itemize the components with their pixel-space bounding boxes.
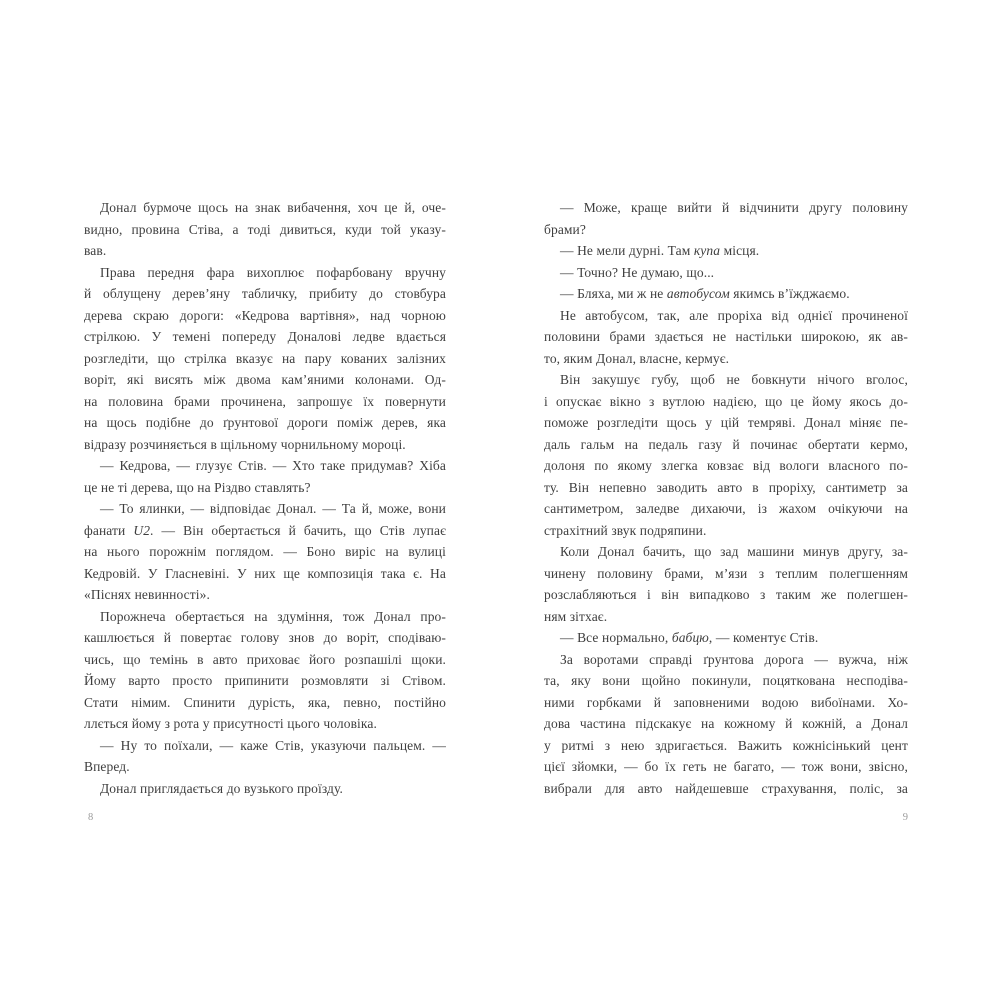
text-line: й облущену дерев’яну табличку, прибиту до стовбура xyxy=(84,286,446,301)
text-line: — Кедрова, — глузує Стів. — Хто таке придумав? Хіба xyxy=(100,458,446,473)
text-line: Права передня фара вихоплює пофарбовану вручну xyxy=(100,264,446,280)
text-line: дерева скраю дороги: «Кедрова вартівня», над чорною xyxy=(84,307,446,323)
text-line: і опускає вікно з вутлою надією, що це йому якось до- xyxy=(544,393,908,409)
page-number-left: 8 xyxy=(88,812,94,823)
text-line: половини брами здається не настільки широкою, як ав- xyxy=(544,329,908,344)
text-line: — Бляха, ми ж не автобусом якимсь в’їжджаємо. xyxy=(560,286,850,301)
text-line: Йому варто просто припинити розмовляти зі Стівом. xyxy=(84,673,446,688)
text-line: Коли Донал бачить, що зад машини минув другу, за- xyxy=(560,544,908,559)
text-line: долоня по якому злегка ковзає від вологи власного по- xyxy=(544,458,908,473)
text-line: то, яким Донал, власне, кермує. xyxy=(544,350,730,366)
text-line: «Піснях невинності». xyxy=(84,587,210,602)
text-line: брами? xyxy=(544,221,586,237)
text-line: Стати німим. Спинити дурість, яка, певно, постійно xyxy=(84,694,446,710)
text-line: Донал приглядається до вузького проїзду. xyxy=(100,780,343,796)
text-line: воріт, які висять між двома кам’яними колонами. Од- xyxy=(84,372,446,387)
text-line: на нього порожнім поглядом. — Боно виріс на вулиці xyxy=(84,544,446,559)
text-line: чинену половину брами, м’язи з теплим полегшенням xyxy=(544,565,908,581)
text-line: сантиметром, заледве дихаючи, із жахом очікуючи на xyxy=(544,501,908,516)
text-line: дова частина підскакує на кожному й кожній, а Донал xyxy=(544,716,908,731)
text-line: Не автобусом, так, але проріха від однієї прочиненої xyxy=(560,307,908,323)
page-left-text xyxy=(84,197,446,799)
text-line: фанати U2. — Він обертається й бачить, що Стів лупає xyxy=(84,522,446,538)
text-line: Він закушує губу, щоб не бовкнути нічого вголос, xyxy=(560,372,908,387)
text-line: ту. Він непевно заводить авто в проріху, сантиметр за xyxy=(544,479,908,495)
text-line: кашлюється й повертає голову знов до воріт, сподіваю- xyxy=(84,630,446,645)
text-line: Кедровій. У Гласневіні. У них ще композиція така є. На xyxy=(84,565,446,581)
text-line: Порожнеча обертається на здуміння, тож Донал про- xyxy=(100,608,446,624)
text-line: ням зітхає. xyxy=(544,608,608,624)
text-line: у ритмі з нею здригається. Важить кожнісінький цент xyxy=(544,737,908,753)
page-number-right: 9 xyxy=(902,812,908,823)
text-line: ними горбками й заповненими водою вибоїнами. Хо- xyxy=(544,694,908,710)
text-line: поможе розгледіти щось у цій темряві. Донал міняє пе- xyxy=(544,415,908,430)
text-line: стрілкою. У темені попереду Доналові ледве вдається xyxy=(84,329,446,344)
text-line: відразу розчиняється в щільному чорнильному мороці. xyxy=(84,436,406,452)
text-line: страхітний звук подряпини. xyxy=(544,522,707,538)
text-line: це не ті дерева, що на Різдво ставлять? xyxy=(84,479,311,495)
text-line: чись, що темінь в авто приховає його розпашілі щоки. xyxy=(84,651,446,667)
text-line: на половина брами прочинена, запрошує їх повернути xyxy=(84,393,446,409)
text-line: За воротами справді ґрунтова дорога — вужча, ніж xyxy=(560,651,908,667)
text-line: — Точно? Не думаю, що... xyxy=(560,264,715,280)
text-line: — Може, краще вийти й відчинити другу половину xyxy=(560,200,908,215)
text-line: — Не мели дурні. Там купа місця. xyxy=(560,243,760,258)
page-right-text xyxy=(544,197,908,799)
text-line: ллється йому з рота у присутності цього чоловіка. xyxy=(84,716,377,731)
text-line: видно, провина Стіва, а тоді дивиться, куди той указу- xyxy=(84,221,446,237)
text-line: цієї зйомки, — бо їх геть не багато, — тож вони, звісно, xyxy=(544,759,908,774)
text-line: — Все нормально, бабцю, — коментує Стів. xyxy=(560,630,819,645)
text-line: вав. xyxy=(84,243,107,258)
text-line: та, яку вони щойно покинули, поцяткована несподіва- xyxy=(544,673,908,688)
text-line: Вперед. xyxy=(84,759,130,774)
text-line: розслабляються і він випадково з таким же полегшен- xyxy=(544,587,908,602)
text-line: розгледіти, що стрілка вказує на пару кованих залізних xyxy=(84,350,446,366)
text-line: на щось подібне до ґрунтової дороги поміж дерев, яка xyxy=(84,415,446,430)
text-line: вибрали для авто найдешевше страхування, поліс, за xyxy=(544,780,908,796)
text-line: — То ялинки, — відповідає Донал. — Та й, може, вони xyxy=(100,501,446,516)
text-line: даль гальм на педаль газу й починає обертати кермо, xyxy=(544,436,908,452)
text-line: — Ну то поїхали, — каже Стів, указуючи пальцем. — xyxy=(100,737,446,753)
text-line: Донал бурмоче щось на знак вибачення, хоч це й, оче- xyxy=(100,200,446,215)
